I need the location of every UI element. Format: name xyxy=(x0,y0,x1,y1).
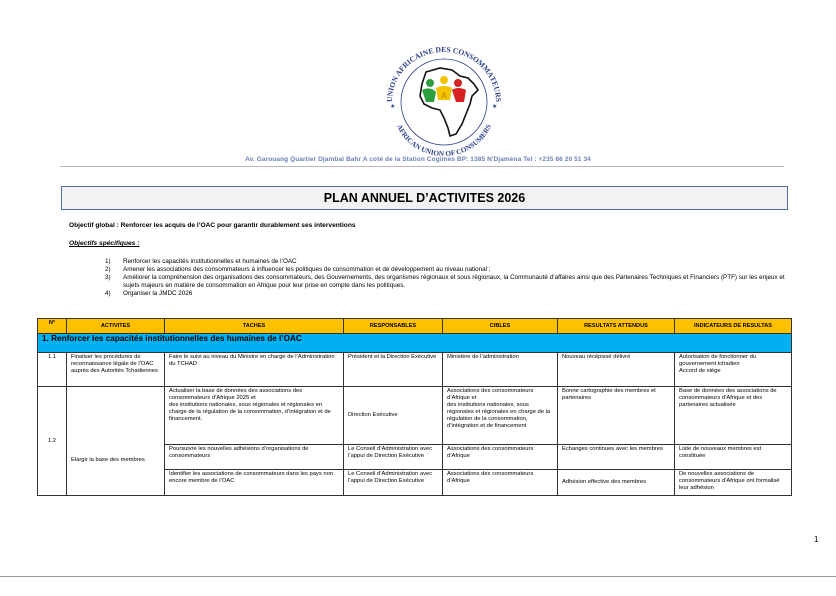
cell-tache: Identifier les associations de consommateurs dans les pays non encore membre de l’OAC xyxy=(165,470,344,496)
cell-cible: Ministère de l’administration xyxy=(443,353,558,387)
cell-responsable: Direction Exécutive xyxy=(344,387,443,445)
cell-cible: Associations des consommateurs d’Afrique et des institutions nationales, sous régionales et régionales en charge de la régulation de la consommation, d’intégration et de financement xyxy=(443,387,558,445)
col-header-responsables: RESPONSABLES xyxy=(344,319,443,334)
cell-resultat: Nouveau récépissé délivré xyxy=(558,353,675,387)
logo-text-bottom: AFRICAN UNION OF CONSUMERS xyxy=(395,123,493,158)
cell-tache: Actualiser la base de données des associations des consommateurs d’Afrique 2025 et des institutions nationales, sous régionales et régionales en charge de la régulation de la consommation, d’intégration et de financement. xyxy=(165,387,344,445)
global-objective: Objectif global : Renforcer les acquis de l’OAC pour garantir durablement ses interventions xyxy=(69,222,356,229)
list-item: 2) Amener les associations des consommateurs à influencer les politiques de consommation et de développement au niveau national ; xyxy=(105,266,491,273)
cell-resultat: Bonne cartographie des membres et partenaires xyxy=(558,387,675,445)
cell-cible: Associations des consommateurs d’Afrique xyxy=(443,470,558,496)
star-icon: ★ xyxy=(492,104,498,110)
cell-indicateur: De nouvelles associations de consommateurs d’Afrique ont formalisé leur adhésion xyxy=(675,470,792,496)
section-row xyxy=(38,334,792,353)
logo-letter-u: U xyxy=(425,93,431,102)
header-address: Av. Garouang Quartier Djambal Bahr A coté de la Station Cogimes BP: 1385 N'Djaména Tel : +235 66 20 51 34 xyxy=(245,156,591,163)
col-header-cibles: CIBLES xyxy=(443,319,558,334)
cell-indicateur: Base de données des associations de consommateurs d’Afrique et des partenaires actualisée xyxy=(675,387,792,445)
row-number: 1.2 xyxy=(38,387,67,496)
col-header-number: N° xyxy=(38,319,67,334)
col-header-indicateurs: INDICATEURS DE RESULTAS xyxy=(675,319,792,334)
cell-activite: Elargir la base des membres xyxy=(67,387,165,496)
cell-cible: Associations des consommateurs d’Afrique xyxy=(443,445,558,470)
uac-logo xyxy=(378,38,510,158)
cell-activite: Finaliser les procédures de reconnaissance légale de l’OAC auprès des Autorités Tchadiennes xyxy=(67,353,165,387)
specific-objectives-list xyxy=(105,258,795,298)
specific-objectives-label: Objectifs spécifiques : xyxy=(69,240,140,247)
document-title: PLAN ANNUEL D’ACTIVITES 2026 xyxy=(61,186,788,210)
header-divider xyxy=(60,166,784,167)
star-icon: ★ xyxy=(390,104,396,110)
footer-divider xyxy=(0,576,836,577)
logo-letter-a: A xyxy=(441,91,447,100)
table-row xyxy=(38,353,792,387)
table-header-row xyxy=(38,319,792,334)
cell-indicateur: Liste de nouveaux membres est constituée xyxy=(675,445,792,470)
col-header-resultats: RESULTATS ATTENDUS xyxy=(558,319,675,334)
cell-resultat: Echanges continues avec les membres xyxy=(558,445,675,470)
row-number: 1.1 xyxy=(38,353,67,387)
page-number: 1 xyxy=(814,535,819,544)
cell-resultat: Adhésion effective des membres xyxy=(558,470,675,496)
activities-table xyxy=(37,318,792,496)
logo-text-top: UNION AFRICAINE DES CONSOMMATEURS xyxy=(384,44,504,103)
col-header-activites: ACTIVITES xyxy=(67,319,165,334)
cell-tache: Faire le suivi au niveau du Ministre en charge de l’Administration du TCHAD xyxy=(165,353,344,387)
list-item: 3) Améliorer la compréhension des organisations des consommateurs, des Gouvernements, des organismes régionaux et sous régionaux, la Communauté d’affaires ainsi que des Partenaires Techniques et Financiers (PTF) sur les enjeux et sujets majeurs en matière de consommation en Afrique pour leur prise en compte dans les politiques. xyxy=(105,274,785,289)
logo-letter-c: C xyxy=(457,93,463,102)
section-title: 1. Renforcer les capacités institutionnelles des humaines de l’OAC xyxy=(38,334,792,353)
cell-indicateur: Autorisation de fonctionner du gouvernement tchadien Accord de siège xyxy=(675,353,792,387)
cell-tache: Poursuivre les nouvelles adhésions d’organisations de consommateurs xyxy=(165,445,344,470)
cell-responsable: Le Conseil d’Administration avec l’appui de Direction Exécutive xyxy=(344,470,443,496)
cell-responsable: Le Conseil d’Administration avec l’appui de Direction Exécutive xyxy=(344,445,443,470)
cell-responsable: Président et la Direction Exécutive xyxy=(344,353,443,387)
table-row xyxy=(38,387,792,445)
list-item: 1) Renforcer les capacités institutionnelles et humaines de l’OAC xyxy=(105,258,297,265)
list-item: 4) Organiser la JMDC 2026 xyxy=(105,290,193,297)
col-header-taches: TACHES xyxy=(165,319,344,334)
